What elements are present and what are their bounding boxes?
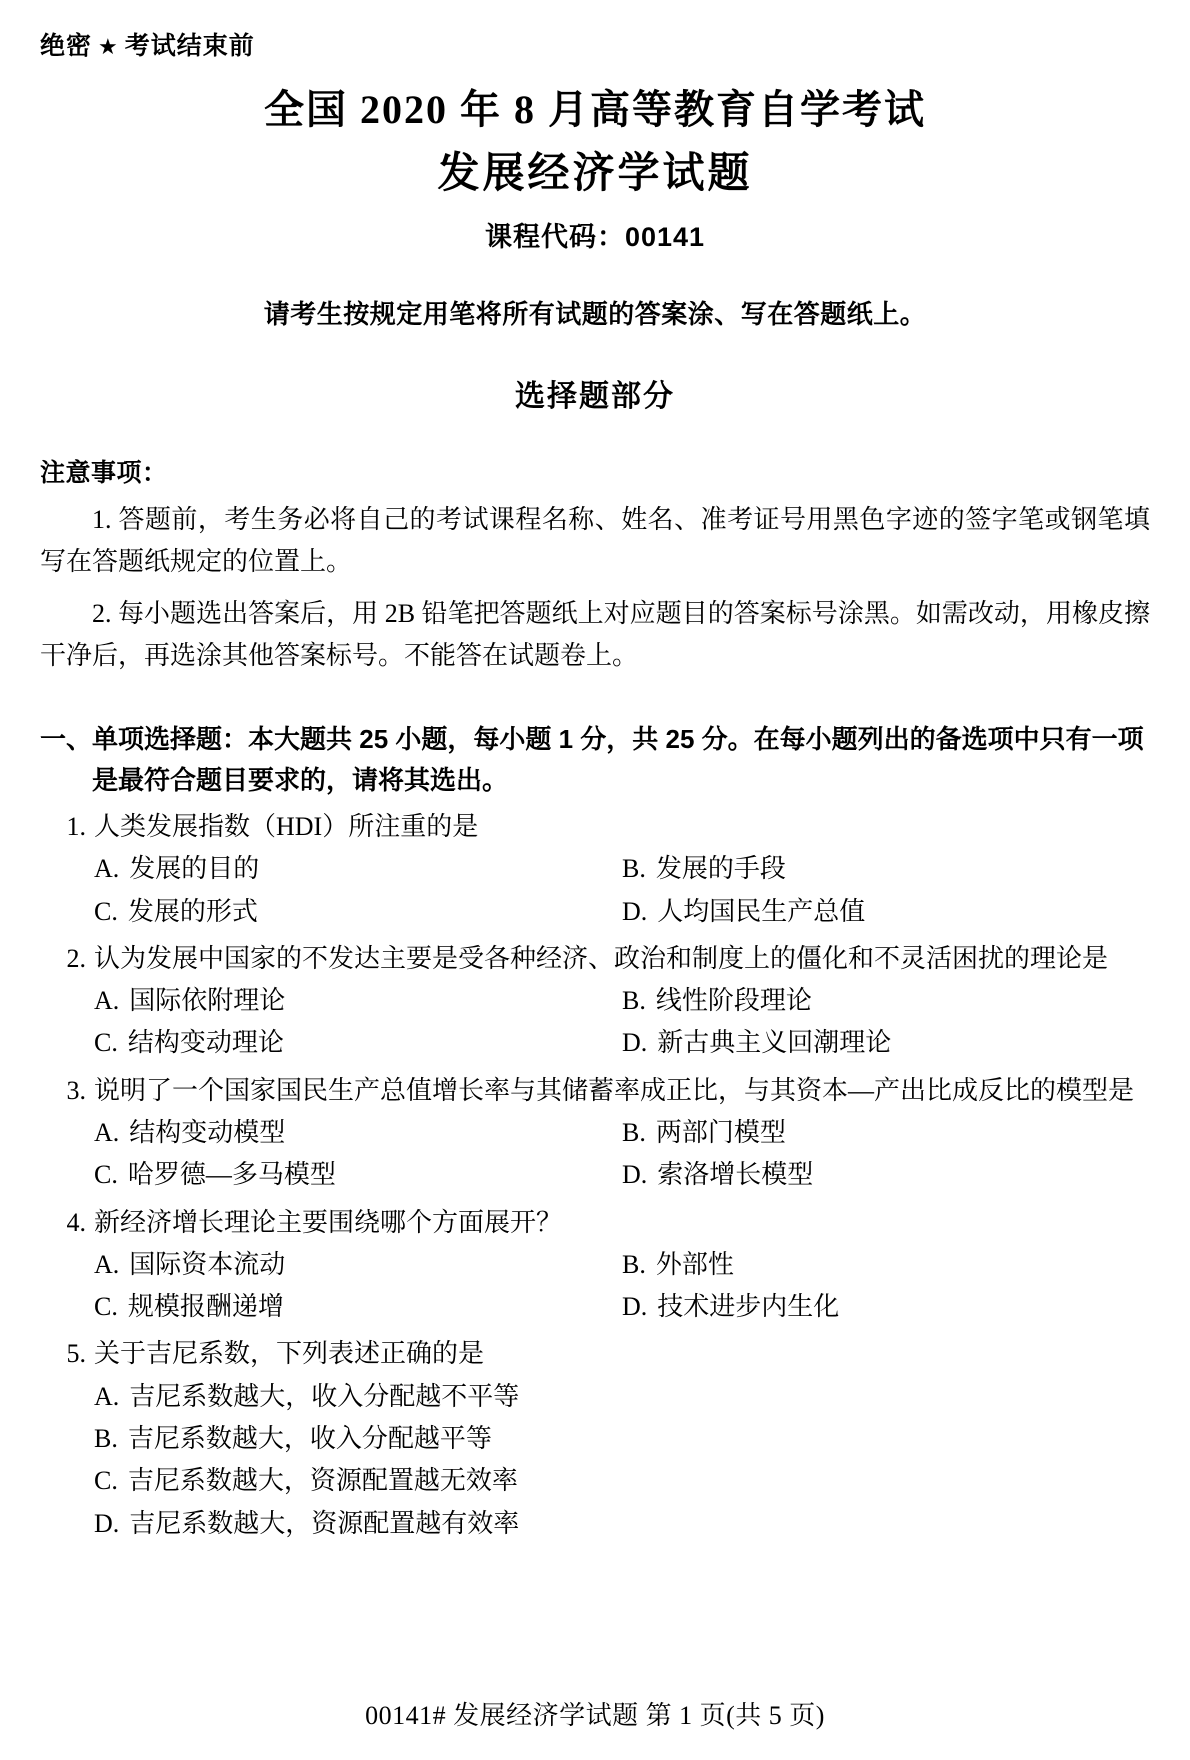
option-key: D. bbox=[622, 1292, 648, 1322]
question-item bbox=[40, 1202, 1150, 1329]
question-stem bbox=[40, 938, 1150, 980]
question-item bbox=[40, 1333, 1150, 1545]
option-group bbox=[40, 1244, 1150, 1329]
option-a[interactable] bbox=[94, 848, 622, 890]
option-b[interactable] bbox=[622, 1244, 1150, 1286]
secrecy-banner bbox=[40, 30, 1150, 63]
option-key: C. bbox=[94, 1466, 118, 1496]
option-key: D. bbox=[622, 1160, 648, 1190]
question-group-heading bbox=[40, 719, 1150, 800]
group-number: 一、 bbox=[40, 724, 93, 755]
option-c[interactable] bbox=[94, 1286, 622, 1328]
secrecy-time-label: 考试结束前 bbox=[124, 32, 255, 60]
exam-title: 全国 2020 年 8 月高等教育自学考试 bbox=[264, 86, 926, 132]
option-label: 吉尼系数越大，资源配置越无效率 bbox=[127, 1466, 518, 1496]
option-c[interactable] bbox=[94, 891, 622, 933]
option-key: A. bbox=[94, 854, 120, 884]
question-stem bbox=[40, 1202, 1150, 1244]
option-key: D. bbox=[622, 1028, 648, 1058]
option-key: A. bbox=[94, 1249, 120, 1279]
secrecy-label: 绝密 bbox=[40, 32, 93, 60]
option-label: 结构变动理论 bbox=[127, 1028, 284, 1058]
notes-section bbox=[40, 453, 1150, 677]
question-text: 新经济增长理论主要围绕哪个方面展开？ bbox=[94, 1207, 563, 1237]
option-a[interactable] bbox=[94, 1376, 1150, 1418]
option-label: 人均国民生产总值 bbox=[657, 896, 866, 926]
option-label: 吉尼系数越大，收入分配越平等 bbox=[127, 1423, 492, 1453]
option-d[interactable] bbox=[622, 1022, 1150, 1064]
question-text: 人类发展指数（HDI）所注重的是 bbox=[94, 812, 479, 842]
option-label: 外部性 bbox=[655, 1249, 734, 1279]
star-icon: ★ bbox=[98, 34, 119, 59]
option-c[interactable] bbox=[94, 1154, 622, 1196]
option-key: B. bbox=[622, 1117, 646, 1147]
question-number: 1. bbox=[66, 812, 86, 842]
title-block bbox=[40, 85, 1150, 255]
course-code: 课程代码：00141 bbox=[484, 222, 706, 252]
option-key: C. bbox=[94, 1160, 118, 1190]
note-item: 1. 答题前，考生务必将自己的考试课程名称、姓名、准考证号用黑色字迹的签字笔或钢笔填写在答题纸规定的位置上。 bbox=[40, 505, 1150, 577]
option-a[interactable] bbox=[94, 980, 622, 1022]
question-item bbox=[40, 1070, 1150, 1197]
question-text: 认为发展中国家的不发达主要是受各种经济、政治和制度上的僵化和不灵活困扰的理论是 bbox=[94, 943, 1109, 973]
answer-sheet-notice: 请考生按规定用笔将所有试题的答案涂、写在答题纸上。 bbox=[263, 299, 927, 329]
option-c[interactable] bbox=[94, 1022, 622, 1064]
option-b[interactable] bbox=[622, 1112, 1150, 1154]
option-d[interactable] bbox=[622, 891, 1150, 933]
subject-title: 发展经济学试题 bbox=[437, 148, 753, 196]
option-key: D. bbox=[94, 1508, 120, 1538]
option-label: 两部门模型 bbox=[655, 1117, 786, 1147]
option-key: A. bbox=[94, 1117, 120, 1147]
option-key: B. bbox=[622, 854, 646, 884]
option-b[interactable] bbox=[94, 1418, 1150, 1460]
option-d[interactable] bbox=[94, 1503, 1150, 1545]
option-key: A. bbox=[94, 1381, 120, 1411]
question-number: 4. bbox=[66, 1207, 86, 1237]
question-item bbox=[40, 806, 1150, 933]
option-d[interactable] bbox=[622, 1154, 1150, 1196]
section-title: 选择题部分 bbox=[515, 380, 675, 413]
option-a[interactable] bbox=[94, 1244, 622, 1286]
question-stem bbox=[40, 1333, 1150, 1375]
option-label: 技术进步内生化 bbox=[657, 1292, 840, 1322]
option-label: 国际资本流动 bbox=[129, 1249, 286, 1279]
option-label: 索洛增长模型 bbox=[657, 1160, 814, 1190]
option-label: 吉尼系数越大，资源配置越有效率 bbox=[129, 1508, 520, 1538]
question-text: 说明了一个国家国民生产总值增长率与其储蓄率成正比，与其资本—产出比成反比的模型是 bbox=[94, 1075, 1135, 1105]
option-a[interactable] bbox=[94, 1112, 622, 1154]
option-key: B. bbox=[622, 1249, 646, 1279]
question-stem bbox=[40, 806, 1150, 848]
option-group bbox=[40, 1376, 1150, 1546]
option-b[interactable] bbox=[622, 980, 1150, 1022]
option-label: 吉尼系数越大，收入分配越不平等 bbox=[129, 1381, 520, 1411]
question-number: 2. bbox=[66, 943, 86, 973]
option-key: C. bbox=[94, 1028, 118, 1058]
notes-heading: 注意事项： bbox=[40, 459, 168, 487]
option-group bbox=[40, 848, 1150, 933]
option-label: 哈罗德—多马模型 bbox=[127, 1160, 336, 1190]
option-key: D. bbox=[622, 896, 648, 926]
option-key: A. bbox=[94, 986, 120, 1015]
option-key: C. bbox=[94, 896, 118, 926]
option-key: B. bbox=[622, 986, 646, 1015]
option-group bbox=[40, 1112, 1150, 1197]
page-footer: 00141# 发展经济学试题 第 1 页(共 5 页) bbox=[365, 1701, 825, 1730]
option-key: C. bbox=[94, 1292, 118, 1322]
option-label: 新古典主义回潮理论 bbox=[657, 1028, 892, 1058]
option-label: 发展的手段 bbox=[655, 854, 786, 884]
option-d[interactable] bbox=[622, 1286, 1150, 1328]
question-item bbox=[40, 938, 1150, 1065]
option-label: 线性阶段理论 bbox=[655, 986, 812, 1015]
question-stem bbox=[40, 1070, 1150, 1112]
question-number: 5. bbox=[66, 1339, 86, 1369]
question-number: 3. bbox=[66, 1075, 86, 1105]
option-key: B. bbox=[94, 1423, 118, 1453]
option-b[interactable] bbox=[622, 848, 1150, 890]
option-label: 发展的形式 bbox=[127, 896, 258, 926]
option-c[interactable] bbox=[94, 1460, 1150, 1502]
option-group bbox=[40, 980, 1150, 1065]
option-label: 规模报酬递增 bbox=[127, 1292, 284, 1322]
page-content bbox=[40, 30, 1150, 1545]
question-text: 关于吉尼系数，下列表述正确的是 bbox=[94, 1339, 485, 1369]
question-list bbox=[40, 806, 1150, 1545]
group-instructions: 单项选择题：本大题共 25 小题，每小题 1 分，共 25 分。在每小题列出的备选项中只有一项是最符合题目要求的，请将其选出。 bbox=[92, 724, 1144, 795]
option-label: 国际依附理论 bbox=[129, 986, 286, 1015]
option-label: 发展的目的 bbox=[129, 854, 260, 884]
note-item: 2. 每小题选出答案后，用 2B 铅笔把答题纸上对应题目的答案标号涂黑。如需改动，用橡皮擦干净后，再选涂其他答案标号。不能答在试题卷上。 bbox=[40, 599, 1150, 671]
option-label: 结构变动模型 bbox=[129, 1117, 286, 1147]
